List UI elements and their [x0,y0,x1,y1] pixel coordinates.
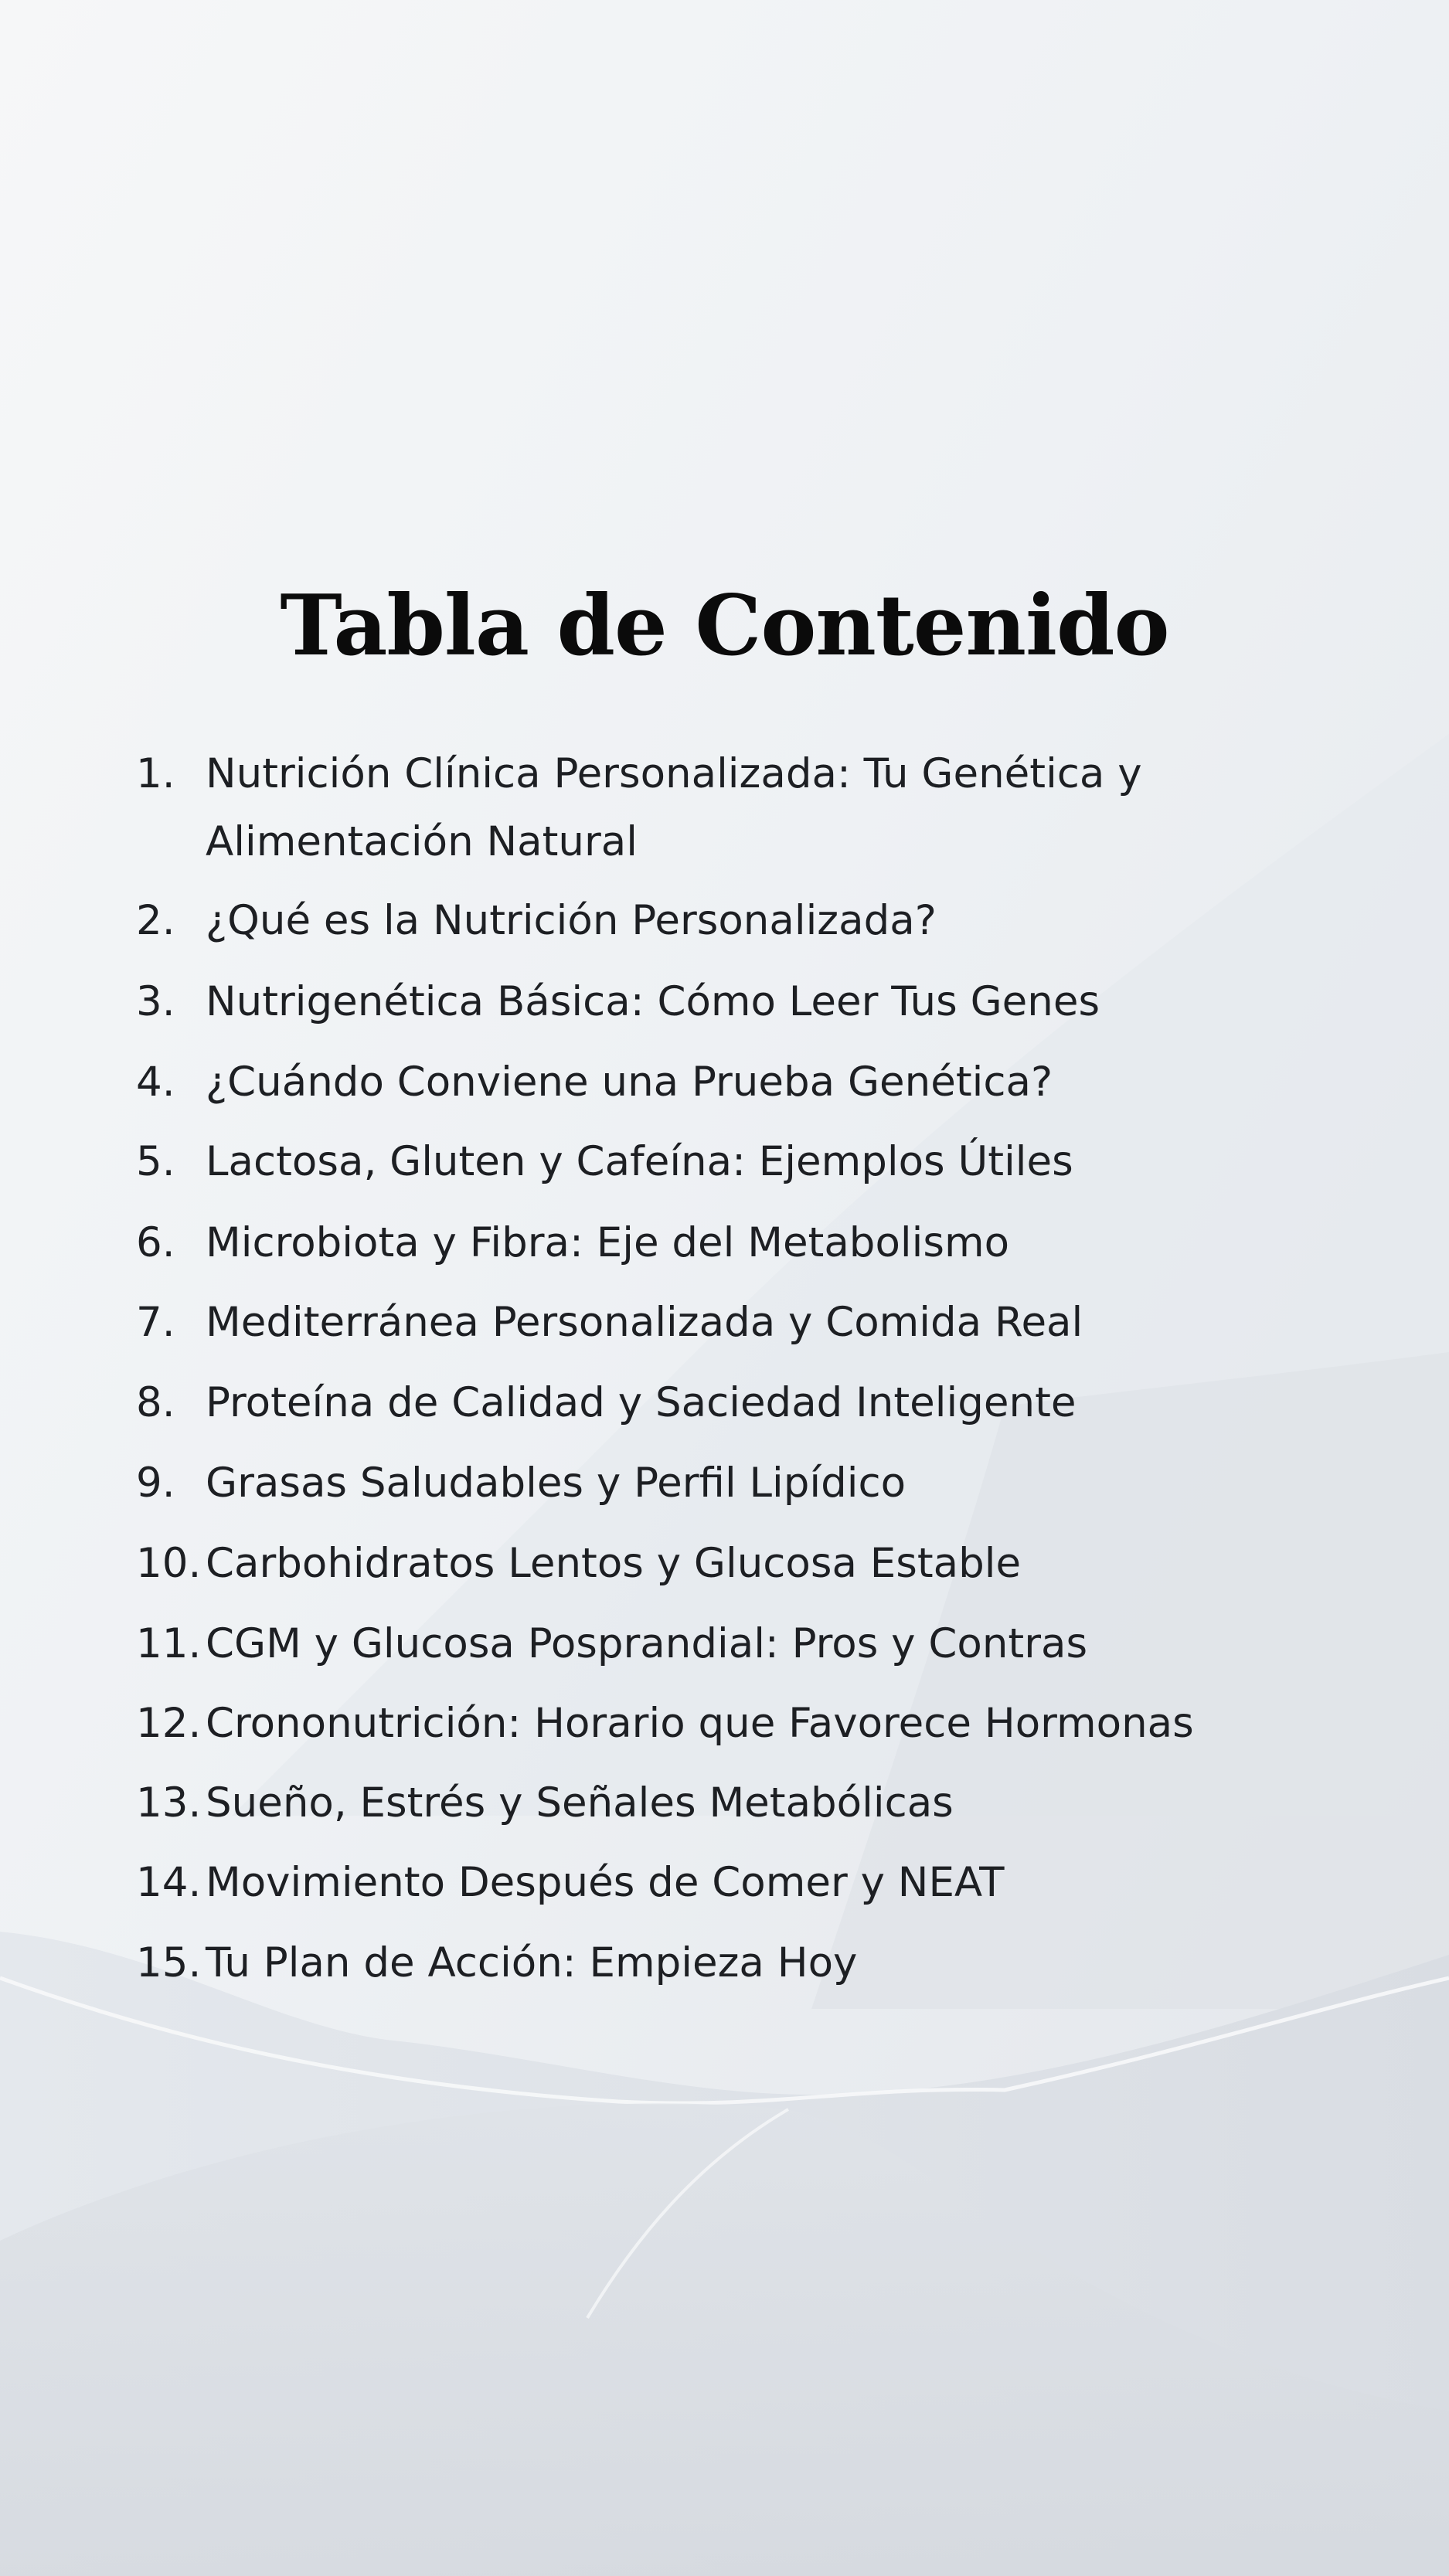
toc-item-number: 12. [136,1700,202,1747]
toc-item-title [206,968,1257,1036]
toc-item-number: 8. [136,1379,175,1426]
toc-item-number: 1. [136,750,175,797]
toc-item-number: 11. [136,1620,202,1667]
toc-item-title-line: Crononutrición: Horario que Favorece Hormonas [206,1700,1194,1747]
toc-item-number: 6. [136,1219,175,1266]
toc-item-title [206,1530,1257,1598]
toc-item-title-line: Mediterránea Personalizada y Comida Real [206,1299,1083,1346]
toc-item-title-line: Nutrición Clínica Personalizada: Tu Genética y [206,750,1142,797]
toc-item-title [206,1209,1257,1277]
toc-item-number: 14. [136,1859,202,1906]
toc-item-number: 10. [136,1540,202,1587]
toc-item-title [206,1369,1257,1437]
toc-item-title [206,1128,1257,1196]
toc-item-title-line: Sueño, Estrés y Señales Metabólicas [206,1779,954,1827]
toc-item-title [206,887,1257,955]
toc-item-number: 4. [136,1059,175,1106]
toc-item-title [206,1610,1257,1678]
toc-item-number: 13. [136,1779,202,1827]
toc-item-title [206,1769,1257,1837]
toc-item-title-line: ¿Qué es la Nutrición Personalizada? [206,897,937,944]
toc-item-title [206,1849,1257,1917]
toc-item-title-line: Nutrigenética Básica: Cómo Leer Tus Genes [206,978,1100,1025]
toc-item-number: 9. [136,1460,175,1507]
page-title: Tabla de Contenido [280,577,1169,675]
toc-item-title-line: Grasas Saludables y Perfil Lipídico [206,1460,906,1507]
toc-item-number: 7. [136,1299,175,1346]
toc-item-title-line: CGM y Glucosa Posprandial: Pros y Contras [206,1620,1088,1667]
toc-item-title-line: ¿Cuándo Conviene una Prueba Genética? [206,1059,1053,1106]
toc-item-title [206,1048,1257,1116]
toc-item-number: 2. [136,897,175,944]
toc-item-number: 5. [136,1138,175,1185]
toc-item-title [206,1289,1257,1357]
toc-item-number: 15. [136,1939,202,1986]
toc-item-title-line: Microbiota y Fibra: Eje del Metabolismo [206,1219,1009,1266]
toc-item-title [206,1929,1257,1997]
toc-item-title [206,740,1257,876]
toc-item-title-line: Proteína de Calidad y Saciedad Inteligente [206,1379,1077,1426]
toc-item-title-line: Movimiento Después de Comer y NEAT [206,1859,1005,1906]
toc-item-number: 3. [136,978,175,1025]
toc-item-title [206,1690,1257,1758]
toc-item-title-line: Lactosa, Gluten y Cafeína: Ejemplos Útiles [206,1138,1073,1185]
toc-item-title-line: Carbohidratos Lentos y Glucosa Estable [206,1540,1022,1587]
toc-item-title-line: Alimentación Natural [206,818,638,865]
toc-item-title-line: Tu Plan de Acción: Empieza Hoy [206,1939,858,1986]
toc-item-title [206,1449,1257,1517]
